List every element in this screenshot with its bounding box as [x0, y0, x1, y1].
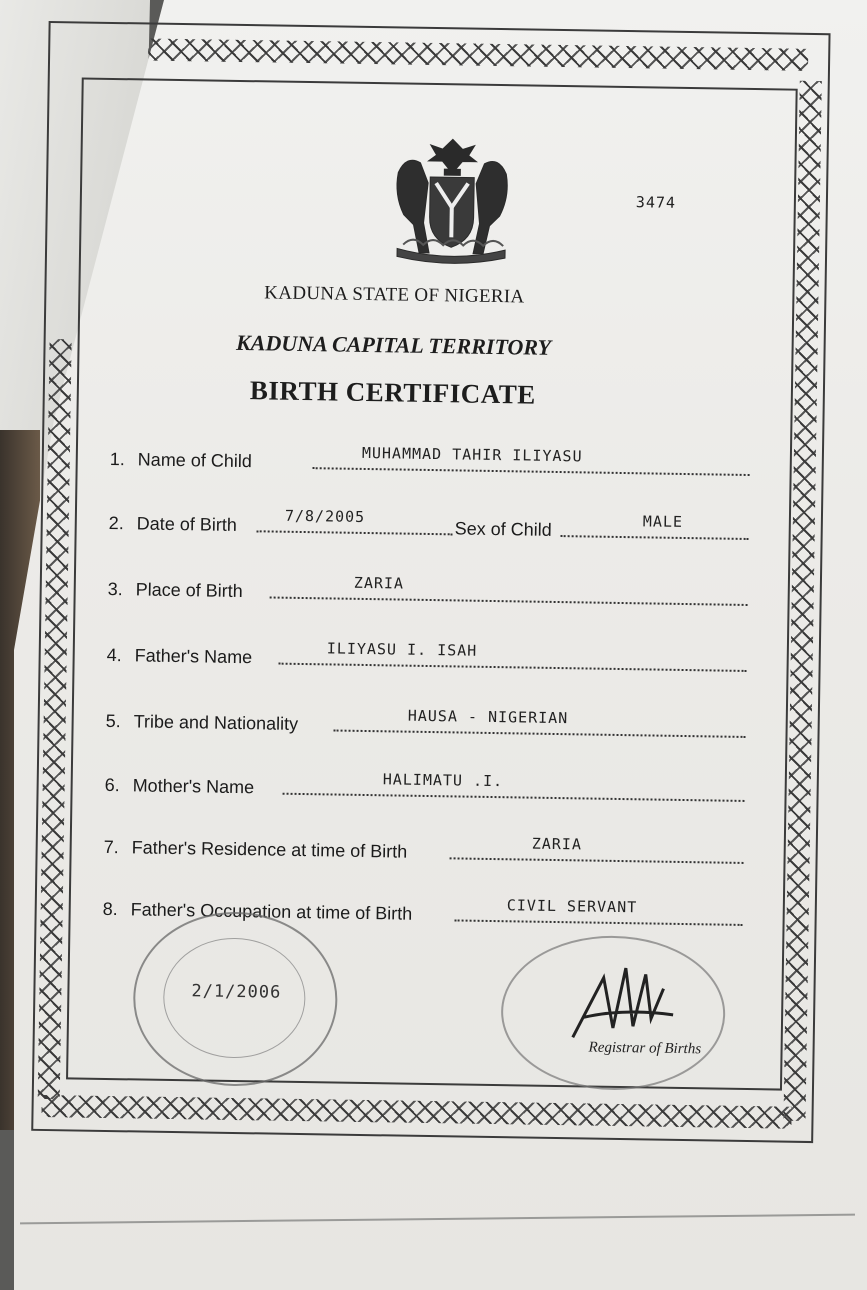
territory-heading: KADUNA CAPITAL TERRITORY — [235, 329, 552, 360]
field-number: 7. — [103, 836, 119, 858]
dotted-line — [450, 857, 744, 864]
dotted-line — [561, 535, 749, 540]
field-value: HAUSA - NIGERIAN — [407, 706, 569, 728]
field-label: Tribe and Nationality — [133, 711, 299, 734]
dotted-line — [257, 530, 453, 535]
field-value: HALIMATU .I. — [382, 770, 504, 791]
field-value: ILIYASU I. ISAH — [326, 639, 478, 660]
coat-of-arms-icon — [383, 132, 521, 266]
field-label: Place of Birth — [135, 579, 243, 602]
field-label: Date of Birth — [136, 513, 237, 535]
field-number: 4. — [106, 644, 122, 666]
field-value: 7/8/2005 — [284, 506, 366, 526]
field-number: 2. — [108, 512, 124, 534]
field-value: CIVIL SERVANT — [506, 896, 638, 917]
field-value: ZARIA — [353, 573, 405, 593]
state-heading: KADUNA STATE OF NIGERIA — [264, 282, 525, 308]
field-value: MUHAMMAD TAHIR ILIYASU — [361, 443, 583, 466]
field-label: Name of Child — [137, 449, 252, 472]
dotted-line — [455, 919, 743, 926]
field-number: 1. — [109, 448, 125, 470]
birth-certificate — [21, 9, 839, 1151]
field-number: 8. — [102, 898, 118, 920]
registrar-caption: Registrar of Births — [588, 1039, 702, 1058]
serial-number: 3474 — [635, 193, 677, 212]
field-number: 5. — [105, 710, 121, 732]
field-value-sex: MALE — [642, 512, 684, 531]
field-label: Father's Name — [134, 645, 253, 668]
field-label: Mother's Name — [132, 775, 255, 798]
field-number: 3. — [107, 578, 123, 600]
field-number: 6. — [104, 774, 120, 796]
issue-date: 2/1/2006 — [191, 981, 282, 1003]
field-label: Father's Occupation at time of Birth — [130, 899, 413, 924]
field-label-sex: Sex of Child — [454, 518, 552, 540]
field-label: Father's Residence at time of Birth — [131, 837, 408, 862]
certificate-title: BIRTH CERTIFICATE — [249, 375, 537, 410]
field-value: ZARIA — [531, 834, 583, 854]
